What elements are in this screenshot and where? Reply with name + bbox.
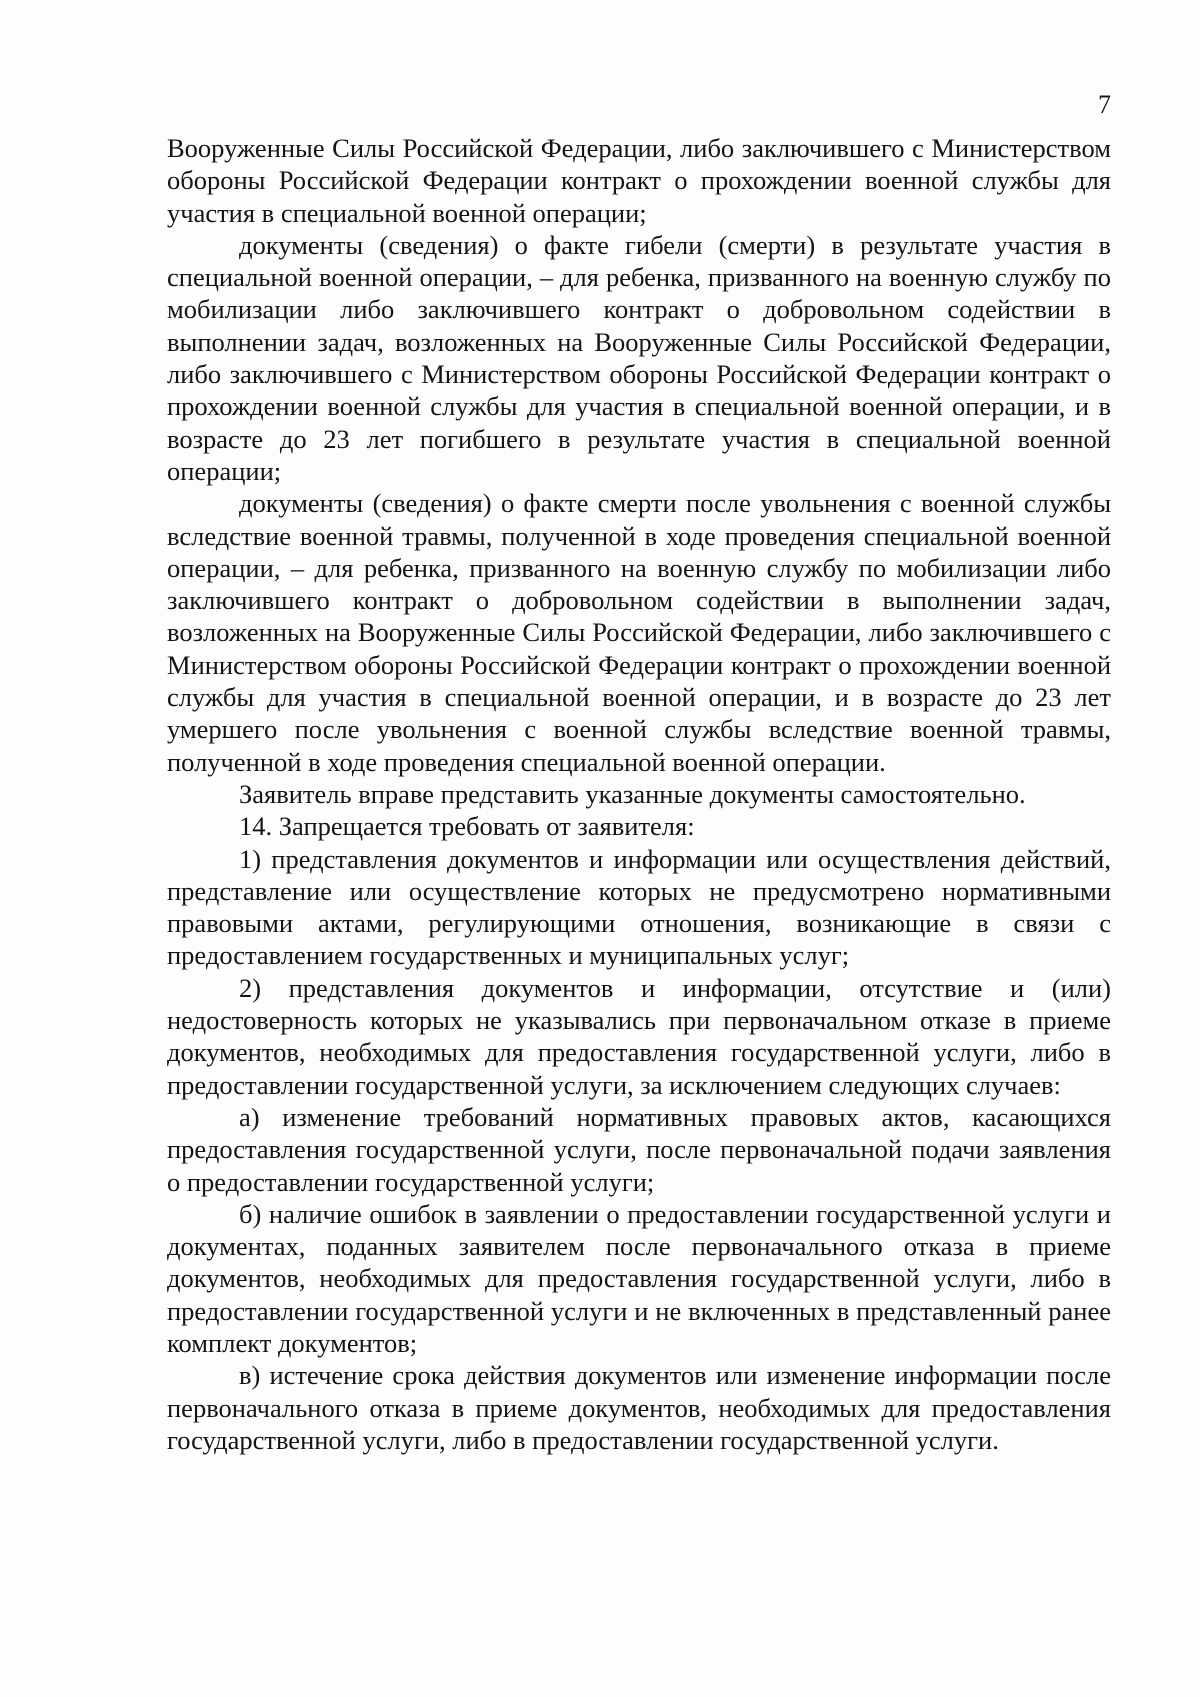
paragraph-subitem-v: в) истечение срока действия документов или изменение информации после первоначального отказа в приеме документов, необходимых для предоставления государственной услуги, либо в предоставлении государственной услуги.: [167, 1360, 1111, 1455]
page-number: 7: [1098, 90, 1111, 119]
paragraph-subitem-2: 2) представления документов и информации, отсутствие и (или) недостоверность которых не указывались при первоначальном отказе в приеме документов, необходимых для предоставления государственной услуги, либо в предоставлении государственной услуги, за исключением следующих случаев:: [167, 972, 1111, 1100]
paragraph-subitem-b: б) наличие ошибок в заявлении о предоставлении государственной услуги и документах, поданных заявителем после первоначального отказа в приеме документов, необходимых для предоставления государственной услуги, либо в предоставлении государственной услуги и не включенных в представленный ранее комплект документов;: [167, 1198, 1111, 1358]
paragraph-applicant-right: Заявитель вправе представить указанные документы самостоятельно.: [239, 778, 1026, 809]
paragraph-continuation: Вооруженные Силы Российской Федерации, либо заключившего с Министерством обороны Российской Федерации контракт о прохождении военной службы для участия в специальной военной операции;: [167, 133, 1111, 228]
paragraph-death-after-discharge-documents: документы (сведения) о факте смерти после увольнения с военной службы вследствие военной травмы, полученной в ходе проведения специальной военной операции, – для ребенка, призванного на военную службу по мобилизации либо заключившего контракт о добровольном содействии в выполнении задач, возложенных на Вооруженные Силы Российской Федерации, либо заключившего с Министерством обороны Российской Федерации контракт о прохождении военной службы для участия в специальной военной операции, и в возрасте до 23 лет умершего после увольнения с военной службы вследствие военной травмы, полученной в ходе проведения специальной военной операции.: [167, 488, 1111, 777]
paragraph-death-documents: документы (сведения) о факте гибели (смерти) в результате участия в специальной военной операции, – для ребенка, призванного на военную службу по мобилизации либо заключившего контракт о добровольном содействии в выполнении задач, возложенных на Вооруженные Силы Российской Федерации, либо заключившего с Министерством обороны Российской Федерации контракт о прохождении военной службы для участия в специальной военной операции, и в возрасте до 23 лет погибшего в результате участия в специальной военной операции;: [167, 229, 1111, 486]
document-body: [167, 132, 1111, 1456]
paragraph-subitem-a: а) изменение требований нормативных правовых актов, касающихся предоставления государственной услуги, после первоначальной подачи заявления о предоставлении государственной услуги;: [167, 1101, 1111, 1197]
paragraph-subitem-1: 1) представления документов и информации или осуществления действий, представление или осуществление которых не предусмотрено нормативными правовыми актами, регулирующими отношения, возникающие в связи с предоставлением государственных и муниципальных услуг;: [167, 843, 1111, 971]
paragraph-item-14: 14. Запрещается требовать от заявителя:: [239, 811, 695, 842]
